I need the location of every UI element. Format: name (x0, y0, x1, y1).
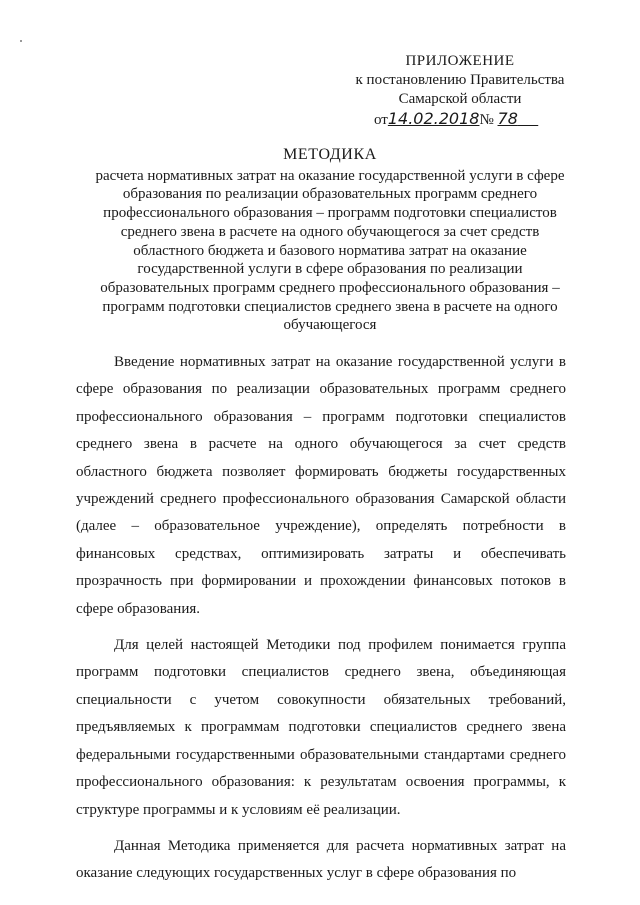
body-paragraph-1: Введение нормативных затрат на оказание государственной услуги в сфере образования по реализации образовательных программ среднего профессионального образования – программ подготовки специалистов среднего звена в расчете на одного обучающегося за счет средств областного бюджета позволяет формировать бюджеты государственных учреждений среднего профессионального образования Самарской области (далее – образовательное учреждение), определять потребности в финансовых средствах, оптимизировать затраты и обеспечивать прозрачность при формировании и прохождении финансовых потоков в сфере образования. (76, 354, 566, 617)
appendix-date-line (374, 109, 580, 130)
appendix-line-2: Самарской области (398, 91, 522, 107)
body-paragraph-2: Для целей настоящей Методики под профилем понимается группа программ подготовки специалистов среднего звена, объединяющая специальности с учетом совокупности обязательных требований, предъявляемых к программам подготовки специалистов среднего звена федеральными государственными образовательными стандартами среднего профессионального образования: к результатам освоения программы, к структуре программы и к условиям её реализации. (76, 637, 566, 818)
document-title (80, 146, 580, 335)
scan-speck (20, 40, 22, 42)
title-line: образовательных программ среднего профессионального образования – (100, 279, 560, 296)
title-line: образования по реализации образовательных программ среднего (122, 186, 538, 203)
date-prefix: от (374, 112, 388, 128)
document-body (76, 349, 566, 897)
title-line: областного бюджета и базового норматива затрат на оказание (133, 242, 527, 259)
title-line: расчета нормативных затрат на оказание государственной услуги в сфере (95, 167, 565, 184)
body-paragraph-3: Данная Методика применяется для расчета нормативных затрат на оказание следующих государственных услуг в сфере образования по (76, 837, 566, 882)
appendix-line-1: к постановлению Правительства (355, 72, 565, 88)
handwritten-date: 14.02.2018 (387, 109, 480, 128)
method-heading: МЕТОДИКА (283, 146, 377, 163)
title-line: государственной услуги в сфере образования по реализации (137, 261, 523, 278)
number-prefix: № (479, 112, 494, 128)
title-line: программ подготовки специалистов среднего звена в расчете на одного (102, 298, 558, 315)
appendix-heading: ПРИЛОЖЕНИЕ (405, 53, 515, 69)
title-line: обучающегося (283, 317, 377, 334)
title-line: профессионального образования – программ подготовки специалистов (103, 205, 557, 222)
appendix-header (340, 52, 580, 130)
handwritten-number: 78 (497, 109, 518, 128)
title-line: среднего звена в расчете на одного обучающегося за счет средств (120, 223, 540, 240)
